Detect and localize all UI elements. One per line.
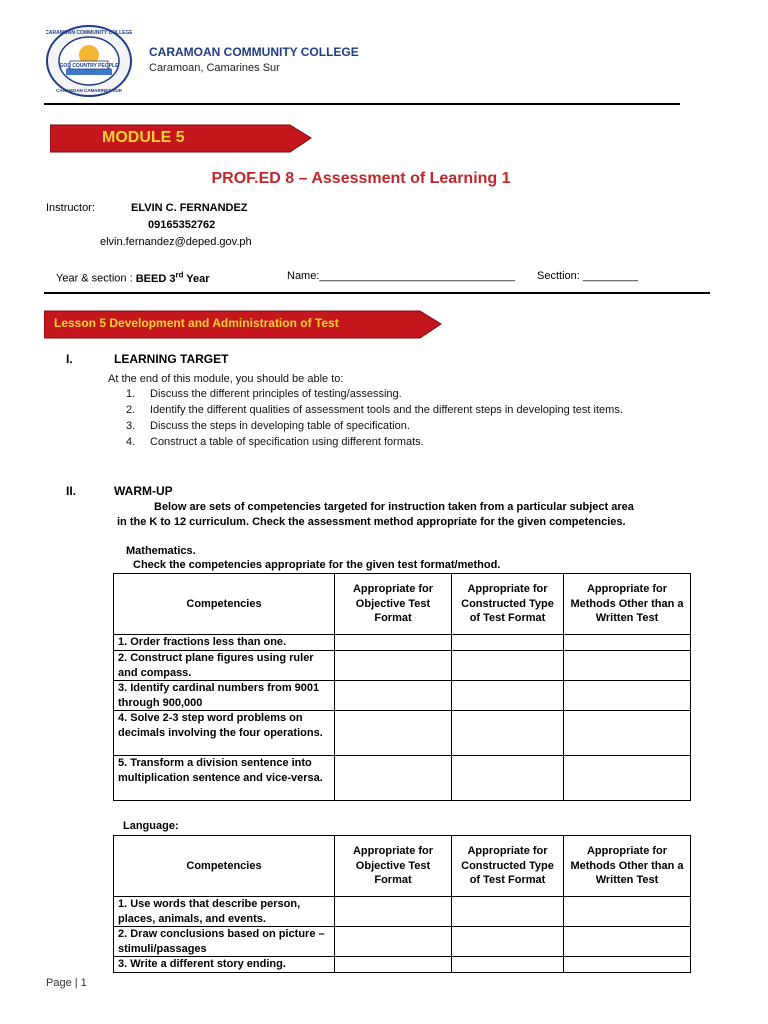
competency-cell: 3. Write a different story ending. xyxy=(114,957,335,973)
table-row xyxy=(114,651,691,681)
instructor-name: ELVIN C. FERNANDEZ xyxy=(131,202,248,214)
college-location: Caramoan, Camarines Sur xyxy=(149,62,280,74)
column-header: Competencies xyxy=(114,574,335,635)
module-banner-label: MODULE 5 xyxy=(102,129,185,146)
competency-cell: 1. Order fractions less than one. xyxy=(114,635,335,651)
competency-cell: 2. Construct plane figures using ruler and compass. xyxy=(114,651,335,681)
year-label: Year & section : xyxy=(56,272,133,285)
list-item: 3. Discuss the steps in developing table of specification. xyxy=(126,420,410,432)
warmup-para-line2: in the K to 12 curriculum. Check the assessment method appropriate for the given competencies. xyxy=(117,516,626,528)
check-cell[interactable] xyxy=(452,711,564,756)
check-cell[interactable] xyxy=(564,681,691,711)
language-subject-label: Language: xyxy=(123,820,179,832)
check-cell[interactable] xyxy=(452,756,564,801)
list-item: 2. Identify the different qualities of assessment tools and the different steps in developing test items. xyxy=(126,404,623,416)
page-number: Page | 1 xyxy=(46,977,87,989)
check-cell[interactable] xyxy=(335,681,452,711)
module-banner xyxy=(50,124,312,153)
column-header: Appropriate for Constructed Type of Test Format xyxy=(452,574,564,635)
column-header: Appropriate for Objective Test Format xyxy=(335,574,452,635)
college-logo xyxy=(46,25,132,97)
column-header: Appropriate for Methods Other than a Written Test xyxy=(564,836,691,897)
lesson-banner xyxy=(44,310,442,339)
college-name: CARAMOAN COMMUNITY COLLEGE xyxy=(149,45,359,59)
check-cell[interactable] xyxy=(335,927,452,957)
logo-arc-bottom: CARAMOAN CAMARINES SUR xyxy=(56,88,122,93)
check-cell[interactable] xyxy=(452,927,564,957)
learning-targets-list xyxy=(126,386,626,450)
competency-cell: 5. Transform a division sentence into multiplication sentence and vice-versa. xyxy=(114,756,335,801)
year-section-row xyxy=(56,270,210,285)
language-competency-table xyxy=(113,835,691,973)
section2-heading: WARM-UP xyxy=(114,484,173,498)
name-label: Name: xyxy=(287,270,320,282)
check-cell[interactable] xyxy=(335,756,452,801)
check-cell[interactable] xyxy=(452,897,564,927)
column-header: Appropriate for Constructed Type of Test Format xyxy=(452,836,564,897)
logo-arc-top: CARAMOAN COMMUNITY COLLEGE xyxy=(46,30,132,36)
column-header: Appropriate for Methods Other than a Written Test xyxy=(564,574,691,635)
competency-cell: 4. Solve 2-3 step word problems on decimals involving the four operations. xyxy=(114,711,335,756)
instructor-label: Instructor: xyxy=(46,202,95,214)
check-cell[interactable] xyxy=(452,651,564,681)
check-cell[interactable] xyxy=(564,635,691,651)
table-row xyxy=(114,897,691,927)
check-cell[interactable] xyxy=(452,635,564,651)
check-cell[interactable] xyxy=(564,756,691,801)
check-cell[interactable] xyxy=(564,651,691,681)
header-divider xyxy=(44,103,680,105)
instructor-phone: 09165352762 xyxy=(148,219,216,231)
list-item: 4. Construct a table of specification using different formats. xyxy=(126,436,424,448)
section1-number: I. xyxy=(66,352,73,366)
table-row xyxy=(114,711,691,756)
info-divider xyxy=(44,292,710,294)
competency-cell: 3. Identify cardinal numbers from 9001 through 900,000 xyxy=(114,681,335,711)
table-header-row xyxy=(114,574,691,635)
math-subject-label: Mathematics. xyxy=(126,545,196,557)
section2-number: II. xyxy=(66,484,77,498)
check-cell[interactable] xyxy=(564,711,691,756)
check-cell[interactable] xyxy=(452,957,564,973)
section-field[interactable] xyxy=(537,270,638,282)
instructor-email: elvin.fernandez@deped.gov.ph xyxy=(100,236,252,248)
year-value: BEED 3rd Year xyxy=(135,270,210,285)
lesson-banner-label: Lesson 5 Development and Administration of Test xyxy=(54,316,339,330)
page-title: PROF.ED 8 – Assessment of Learning 1 xyxy=(211,170,511,187)
table-row xyxy=(114,756,691,801)
check-cell[interactable] xyxy=(335,651,452,681)
warmup-para-line1: Below are sets of competencies targeted for instruction taken from a particular subject area xyxy=(154,501,634,513)
section-blank[interactable]: _________ xyxy=(582,270,638,282)
list-item: 1. Discuss the different principles of testing/assessing. xyxy=(126,388,402,400)
check-cell[interactable] xyxy=(335,635,452,651)
table-row xyxy=(114,681,691,711)
check-cell[interactable] xyxy=(335,897,452,927)
table-header-row xyxy=(114,836,691,897)
table-row xyxy=(114,927,691,957)
competency-cell: 1. Use words that describe person, places, animals, and events. xyxy=(114,897,335,927)
math-instruction: Check the competencies appropriate for the given test format/method. xyxy=(133,559,501,571)
check-cell[interactable] xyxy=(564,927,691,957)
competency-cell: 2. Draw conclusions based on picture –stimuli/passages xyxy=(114,927,335,957)
check-cell[interactable] xyxy=(452,681,564,711)
column-header: Appropriate for Objective Test Format xyxy=(335,836,452,897)
logo-motto: GOD COUNTRY PEOPLE xyxy=(59,63,119,69)
table-row xyxy=(114,957,691,973)
check-cell[interactable] xyxy=(335,711,452,756)
check-cell[interactable] xyxy=(564,957,691,973)
check-cell[interactable] xyxy=(564,897,691,927)
section1-intro: At the end of this module, you should be able to: xyxy=(108,373,344,385)
table-row xyxy=(114,635,691,651)
column-header: Competencies xyxy=(114,836,335,897)
check-cell[interactable] xyxy=(335,957,452,973)
section-label: Secttion: xyxy=(537,270,580,282)
name-blank[interactable]: ________________________________ xyxy=(319,270,516,282)
section1-heading: LEARNING TARGET xyxy=(114,352,229,366)
name-field[interactable] xyxy=(287,270,515,282)
math-competency-table xyxy=(113,573,691,801)
